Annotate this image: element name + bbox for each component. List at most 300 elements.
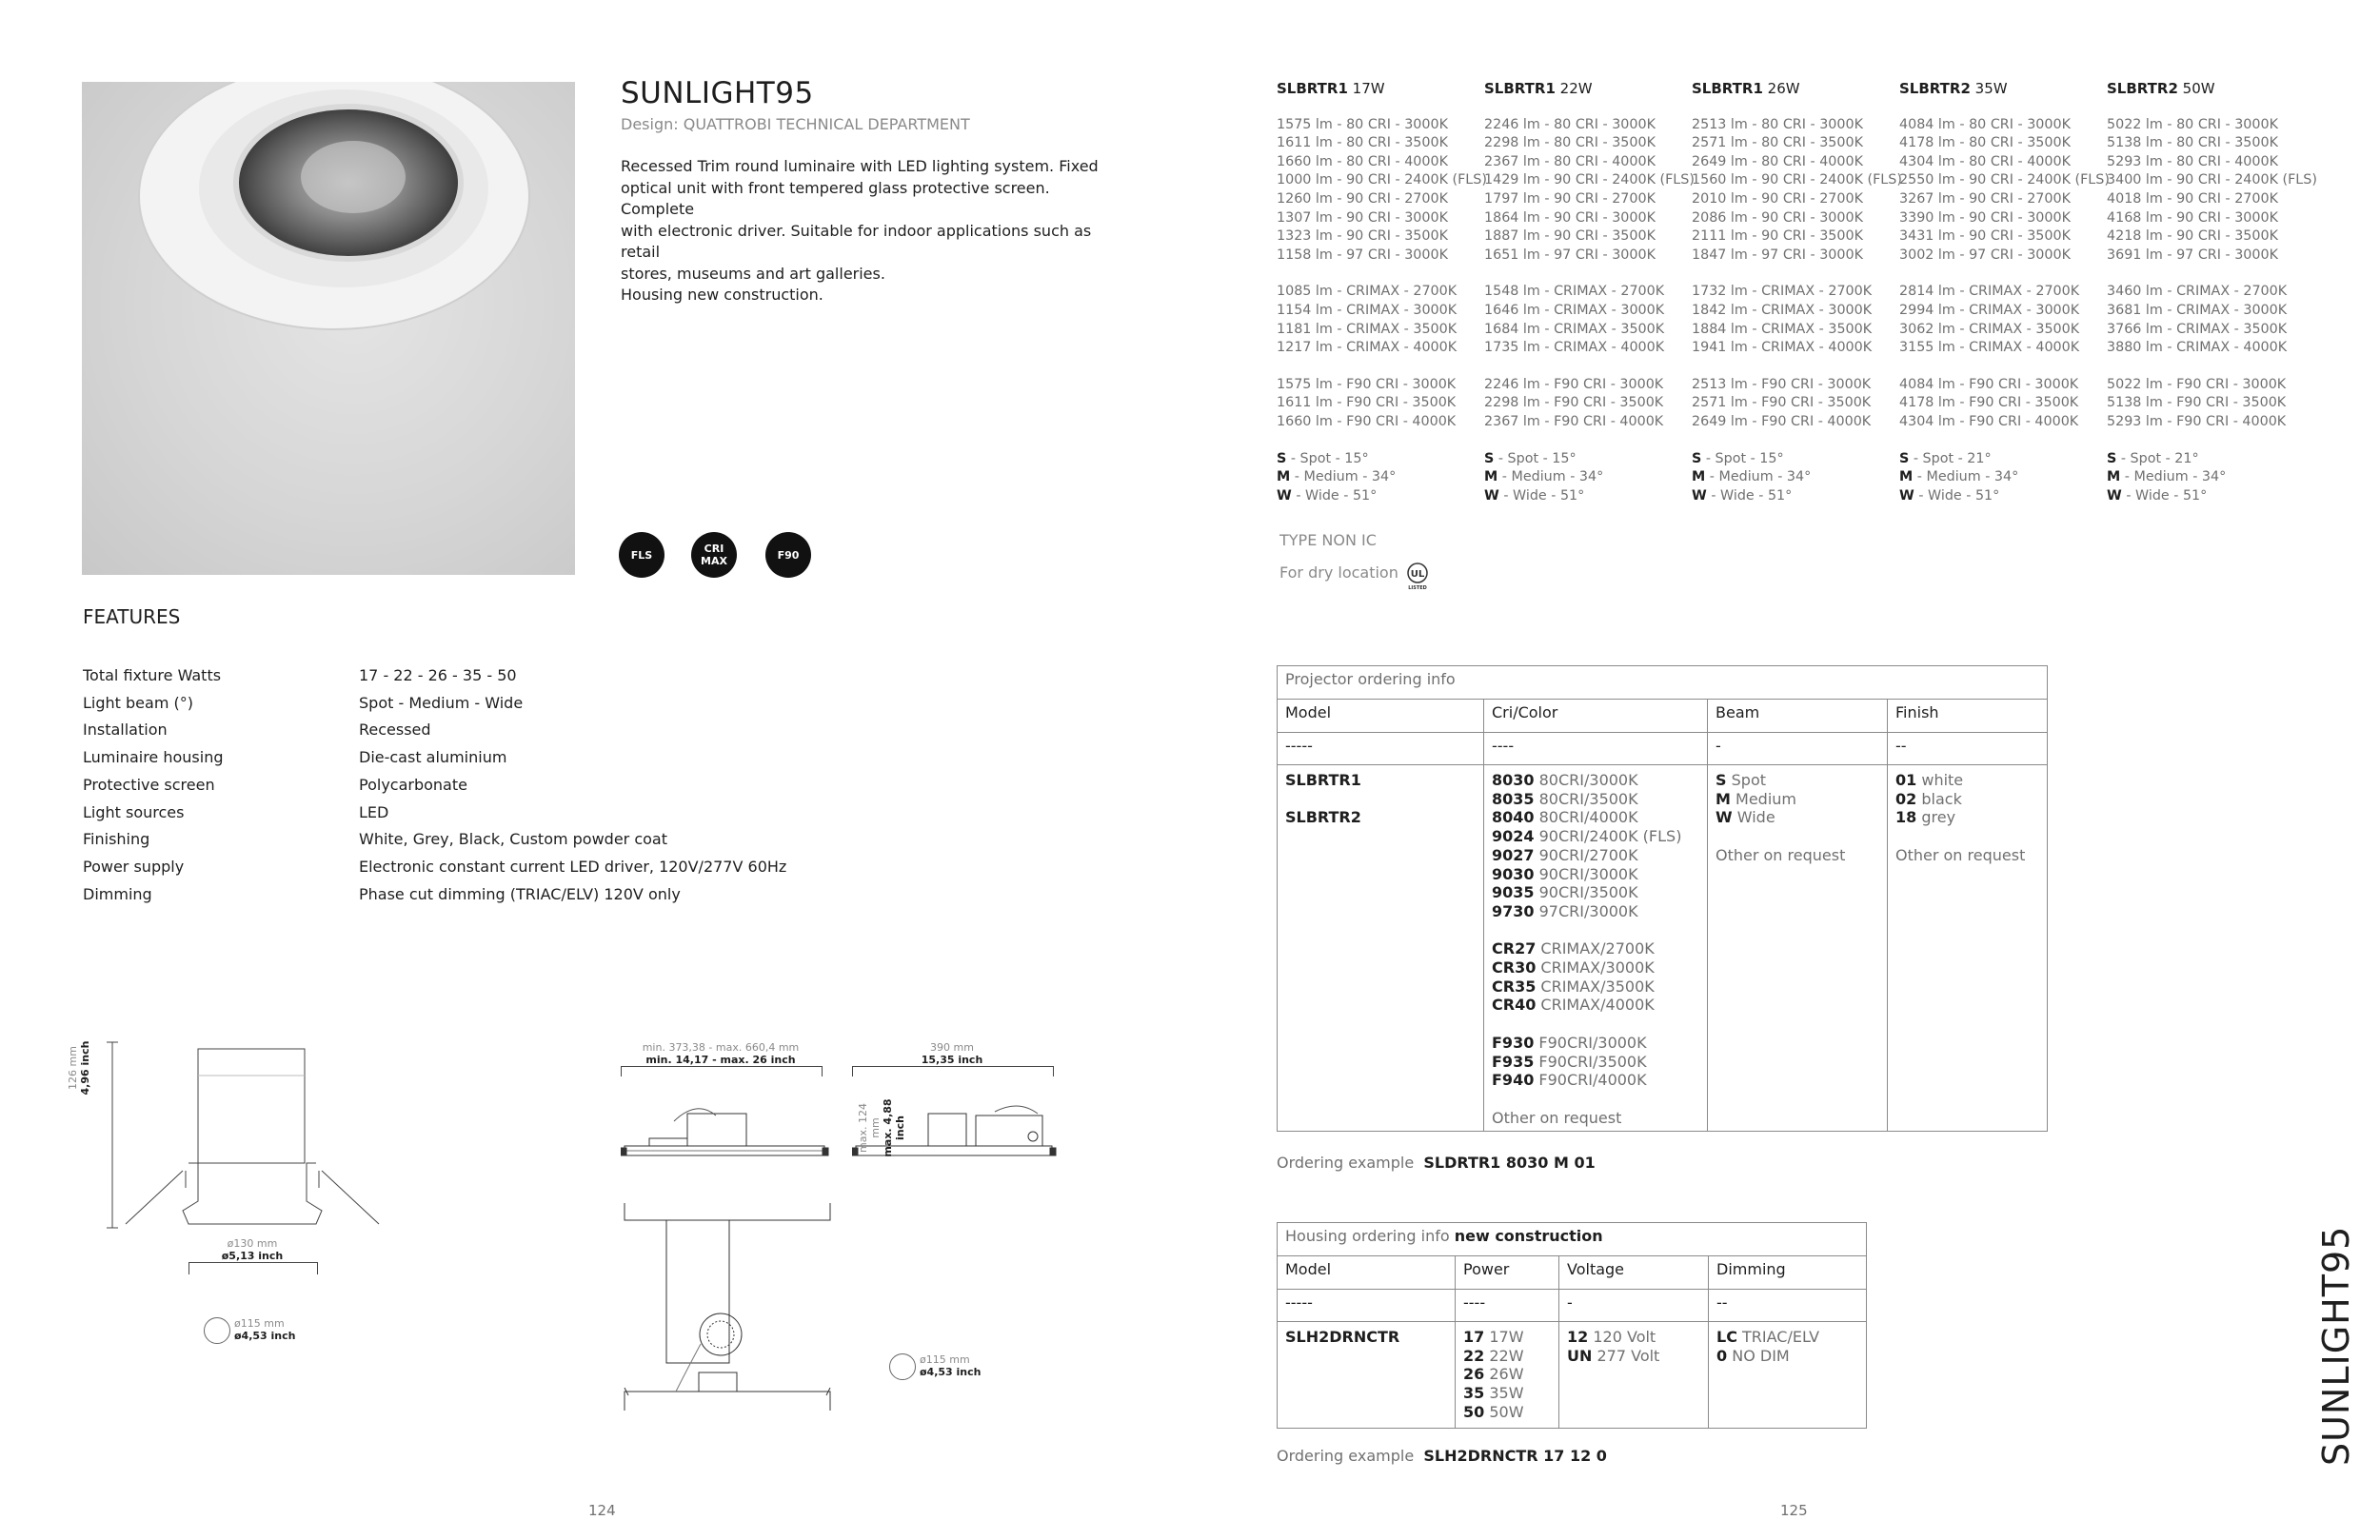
lumen-line: 2367 lm - 80 CRI - 4000K [1484,153,1656,169]
beam-desc: - Medium - 34° [1501,469,1604,485]
beam-desc: - Spot - 21° [1913,450,1992,466]
lumen-line: 4084 lm - F90 CRI - 3000K [1899,376,2079,392]
finish-other-on-request: Other on request [1895,845,2026,864]
lumen-line: 1000 lm - 90 CRI - 2400K (FLS) [1277,172,1487,188]
voltage-cell [1559,1322,1709,1429]
projector-ordering-table [1277,665,2048,1132]
model-heading [1277,80,1484,99]
beam-code: W [1899,487,1914,503]
beam-code: M [1277,469,1291,485]
order-code: CR40 [1492,996,1537,1015]
beam-desc: - Medium - 34° [1916,469,2019,485]
model-column [1277,80,1487,505]
order-code: LC [1716,1328,1737,1346]
order-code-line [1492,846,1699,865]
feature-row [83,689,930,717]
cutout-dimension-label-1 [234,1317,295,1342]
beam-line [1484,468,1692,487]
lumen-line: 2246 lm - F90 CRI - 3000K [1484,376,1664,392]
model-heading [2107,80,2314,99]
order-code-line [1492,977,1699,997]
order-code: 8035 [1492,789,1535,808]
feature-label: Luminaire housing [83,748,224,767]
lumen-line: 1660 lm - F90 CRI - 4000K [1277,413,1457,429]
order-code: 18 [1895,808,1917,827]
diameter-mm: ø130 mm [227,1237,278,1250]
badge-cri-max-label: CRI MAX [701,543,727,567]
order-code-desc: 80CRI/3000K [1538,771,1638,789]
product-description [621,156,1116,306]
beam-other-on-request: Other on request [1716,845,1846,864]
lumen-line: 1732 lm - CRIMAX - 2700K [1692,284,1873,300]
dash-cell: - [1559,1290,1709,1322]
model-cell [1278,765,1484,1132]
lumen-line: 1158 lm - 97 CRI - 3000K [1277,247,1448,263]
feature-label: Total fixture Watts [83,665,222,684]
spacer [1492,1090,1699,1109]
order-code: CR30 [1492,958,1537,977]
order-code-line [1492,1034,1699,1053]
beam-code: S [1692,450,1702,466]
order-code: 0 [1716,1346,1728,1365]
dry-location [1279,557,1433,590]
order-code-line [1895,790,2039,809]
spacer [1492,921,1699,940]
lumen-block [1899,376,2107,432]
beam-list [1484,450,1692,506]
order-code-desc: CRIMAX/3500K [1540,977,1655,996]
svg-text:LISTED: LISTED [1408,585,1427,590]
lumen-block [1899,283,2107,357]
housing-ordering-caption [1278,1223,1867,1256]
feature-value: Phase cut dimming (TRIAC/ELV) 120V only [359,884,681,903]
order-code-desc: 26W [1489,1365,1524,1384]
dash-cell: -- [1709,1290,1867,1322]
lumen-line: 1864 lm - 90 CRI - 3000K [1484,209,1656,226]
lumen-line: 1611 lm - F90 CRI - 3500K [1277,395,1457,411]
beam-line [2107,450,2314,469]
recessed-downlight-illustration [82,82,575,575]
lumen-line: 2010 lm - 90 CRI - 2700K [1692,190,1863,207]
dash-cell: ---- [1484,733,1708,765]
ordering-example-code: SLH2DRNCTR 17 12 0 [1423,1447,1607,1465]
housing-side-view [621,1095,830,1171]
lumen-line: 2814 lm - CRIMAX - 2700K [1899,284,2080,300]
model-wattage: 50W [2182,80,2215,97]
order-code: F940 [1492,1071,1535,1090]
order-code-line [1716,790,1879,809]
order-code-desc: 90CRI/2400K (FLS) [1538,827,1682,846]
order-code-line [1463,1347,1551,1366]
model-column [1899,80,2110,505]
order-code-line [1567,1328,1700,1347]
order-code-desc: CRIMAX/3000K [1540,958,1655,977]
dash-cell: -- [1888,733,2048,765]
feature-label: Light sources [83,802,185,821]
order-code-line [1895,771,2039,790]
badge-f90: F90 [765,532,811,578]
order-code-desc: white [1921,771,1964,789]
model-wattage: 35W [1974,80,2008,97]
ordering-example-code: SLDRTR1 8030 M 01 [1423,1154,1596,1172]
lumen-line: 5138 lm - F90 CRI - 3500K [2107,395,2287,411]
feature-label: Light beam (°) [83,693,193,712]
designer-credit: Design: QUATTROBI TECHNICAL DEPARTMENT [621,115,970,133]
feature-value: LED [359,802,389,821]
feature-value: Electronic constant current LED driver, 120V/277V 60Hz [359,858,787,877]
lumen-block [1277,376,1484,432]
order-code-line [1716,808,1879,827]
model-wattage: 26W [1767,80,1800,97]
model-column [2107,80,2317,505]
lumen-line: 2298 lm - 80 CRI - 3500K [1484,135,1656,151]
beam-code: M [1484,469,1498,485]
feature-row [83,826,930,854]
cutout-mm-1: ø115 mm [234,1317,285,1330]
beam-line [1277,468,1484,487]
lumen-block [1484,376,1692,432]
order-code-desc: 120 Volt [1593,1328,1656,1346]
lumen-line: 4218 lm - 90 CRI - 3500K [2107,228,2278,245]
housing-ordering-table [1277,1222,1867,1429]
lumen-line: 1429 lm - 90 CRI - 2400K (FLS) [1484,172,1695,188]
lumen-line: 2571 lm - 80 CRI - 3500K [1692,135,1863,151]
lumen-line: 4178 lm - F90 CRI - 3500K [1899,395,2079,411]
cutout-inch-2: ø4,53 inch [920,1366,982,1378]
ordering-example-label: Ordering example [1277,1154,1415,1172]
ul-listed-icon [1402,560,1433,590]
order-code: UN [1567,1346,1593,1365]
beam-line [2107,487,2314,506]
model-code: SLBRTR1 [1285,771,1361,789]
beam-line [1899,487,2107,506]
housing-caption-text: Housing ordering info [1285,1227,1450,1245]
housing-plan-view [619,1201,838,1411]
beam-line [1277,487,1484,506]
order-code: 22 [1463,1346,1485,1365]
lumen-line: 1560 lm - 90 CRI - 2400K (FLS) [1692,172,1902,188]
order-code-desc: 80CRI/4000K [1538,808,1638,827]
feature-label: Protective screen [83,775,215,794]
beam-code: W [2107,487,2122,503]
beam-code: S [2107,450,2117,466]
order-code-line [1492,1053,1699,1072]
feature-row [83,799,930,826]
lumen-line: 4018 lm - 90 CRI - 2700K [2107,190,2278,207]
lumen-line: 2246 lm - 80 CRI - 3000K [1484,116,1656,132]
column-header: Cri/Color [1484,700,1708,733]
order-code-desc: 22W [1489,1346,1524,1365]
cutout-symbol-icon [204,1317,230,1344]
order-code-line [1492,902,1699,921]
order-code-desc: 97CRI/3000K [1538,901,1638,920]
order-code: 9027 [1492,845,1535,864]
housing-plan-drawing [619,1201,838,1414]
order-code: CR35 [1492,977,1537,996]
order-code: 8030 [1492,771,1535,789]
beam-line [1899,450,2107,469]
lumen-line: 5293 lm - 80 CRI - 4000K [2107,153,2278,169]
beam-line [1484,450,1692,469]
length-mm: min. 373,38 - max. 660,4 mm [642,1041,800,1054]
feature-row [83,743,930,771]
lumen-line: 1085 lm - CRIMAX - 2700K [1277,284,1458,300]
model-code: SLBRTR2 [1285,808,1361,827]
beam-desc: - Wide - 51° [1918,487,2000,503]
max-height-mm: max. 124 mm [857,1103,882,1153]
lumen-line: 4178 lm - 80 CRI - 3500K [1899,135,2071,151]
product-photo [82,82,575,575]
lumen-line: 1842 lm - CRIMAX - 3000K [1692,302,1873,318]
lumen-line: 1651 lm - 97 CRI - 3000K [1484,247,1656,263]
lumen-line: 1154 lm - CRIMAX - 3000K [1277,302,1458,318]
housing-model-code: SLH2DRNCTR [1285,1328,1400,1346]
order-code-line [1492,996,1699,1015]
model-column [1692,80,1902,505]
features-title: FEATURES [83,605,181,628]
height-inch: 4,96 inch [79,1040,91,1096]
housing-model-cell [1278,1322,1456,1429]
feature-value: Die-cast aluminium [359,748,507,767]
beam-code: S [1899,450,1910,466]
lumen-line: 1660 lm - 80 CRI - 4000K [1277,153,1448,169]
order-code: M [1716,789,1731,808]
diameter-inch: ø5,13 inch [221,1250,284,1262]
cri-color-cell [1484,765,1708,1132]
lumen-line: 1575 lm - 80 CRI - 3000K [1277,116,1448,132]
beam-list [1692,450,1899,506]
column-header: Voltage [1559,1256,1709,1290]
spacer [1716,827,1879,846]
spacer [1492,1015,1699,1034]
beam-code: W [1277,487,1292,503]
lumen-line: 2571 lm - F90 CRI - 3500K [1692,395,1872,411]
order-code: F930 [1492,1033,1535,1052]
feature-row [83,853,930,880]
order-code-desc: 277 Volt [1597,1346,1660,1365]
lumen-line: 2649 lm - 80 CRI - 4000K [1692,153,1863,169]
length-dimension-label [621,1041,821,1066]
lumen-line: 1548 lm - CRIMAX - 2700K [1484,284,1665,300]
feature-value: White, Grey, Black, Custom powder coat [359,830,668,849]
lumen-line: 4304 lm - 80 CRI - 4000K [1899,153,2071,169]
lumen-line: 3766 lm - CRIMAX - 3500K [2107,321,2288,337]
feature-row [83,771,930,799]
order-code-desc: 90CRI/2700K [1538,845,1638,864]
beam-desc: - Medium - 34° [1294,469,1397,485]
width-mm: 390 mm [930,1041,974,1054]
svg-text:UL: UL [1410,569,1425,580]
feature-value: 17 - 22 - 26 - 35 - 50 [359,665,517,684]
lumen-line: 1260 lm - 90 CRI - 2700K [1277,190,1448,207]
beam-line [1484,487,1692,506]
length-dimension-line [621,1066,823,1076]
lumen-line: 2513 lm - 80 CRI - 3000K [1692,116,1863,132]
lumen-line: 1611 lm - 80 CRI - 3500K [1277,135,1448,151]
width-inch: 15,35 inch [921,1054,983,1066]
cutout-inch-1: ø4,53 inch [234,1330,296,1342]
trim-side-drawing [76,1037,400,1251]
model-heading [1484,80,1692,99]
order-code-line [1463,1403,1551,1422]
lumen-line: 5138 lm - 80 CRI - 3500K [2107,135,2278,151]
ordering-example-label: Ordering example [1277,1447,1415,1465]
lumen-block [1277,283,1484,357]
order-code-desc: grey [1921,808,1956,827]
beam-line [1692,468,1899,487]
lumen-line: 1307 lm - 90 CRI - 3000K [1277,209,1448,226]
order-code-desc: F90CRI/3000K [1538,1033,1647,1052]
beam-list [1899,450,2107,506]
order-code: 35 [1463,1384,1485,1403]
order-code-line [1463,1365,1551,1384]
order-code-line [1716,1328,1858,1347]
lumen-line: 5293 lm - F90 CRI - 4000K [2107,413,2287,429]
dash-cell: ---- [1456,1290,1559,1322]
order-code: 9730 [1492,901,1535,920]
model-wattage: 22W [1559,80,1593,97]
order-code-desc: TRIAC/ELV [1742,1328,1820,1346]
diameter-dimension-line [188,1262,318,1274]
beam-code: S [1277,450,1287,466]
lumen-line: 3390 lm - 90 CRI - 3000K [1899,209,2071,226]
lumen-line: 1181 lm - CRIMAX - 3500K [1277,321,1458,337]
housing-caption-bold: new construction [1454,1227,1603,1245]
side-title: SUNLIGHT95 [2315,1225,2357,1466]
model-column [1484,80,1695,505]
order-code: 01 [1895,771,1917,789]
order-code: 9030 [1492,864,1535,883]
dimming-cell [1709,1322,1867,1429]
feature-label: Finishing [83,830,150,849]
lumen-line: 2550 lm - 90 CRI - 2400K (FLS) [1899,172,2110,188]
lumen-line: 3267 lm - 90 CRI - 2700K [1899,190,2071,207]
lumen-line: 5022 lm - 80 CRI - 3000K [2107,116,2278,132]
lumen-line: 4084 lm - 80 CRI - 3000K [1899,116,2071,132]
beam-line [1692,450,1899,469]
lumen-line: 3460 lm - CRIMAX - 2700K [2107,284,2288,300]
description-line: Housing new construction. [621,286,823,304]
lumen-line: 2111 lm - 90 CRI - 3500K [1692,228,1863,245]
lumen-line: 2367 lm - F90 CRI - 4000K [1484,413,1664,429]
beam-desc: - Medium - 34° [1709,469,1812,485]
beam-list [2107,450,2314,506]
order-code-desc: Spot [1731,771,1766,789]
lumen-block [1277,116,1487,266]
lumen-block [1692,116,1902,266]
order-code-desc: 80CRI/3500K [1538,789,1638,808]
lumen-block [2107,283,2314,357]
order-code: 9035 [1492,883,1535,902]
order-code-line [1492,771,1699,790]
projector-ordering-example [1277,1154,1596,1172]
column-header: Beam [1708,700,1888,733]
height-mm: 126 mm [67,1046,79,1090]
order-code: 50 [1463,1402,1485,1421]
order-code: F935 [1492,1052,1535,1071]
order-code: W [1716,808,1733,827]
beam-cell [1708,765,1888,1132]
spacer [1895,827,2039,846]
model-name: SLBRTR1 [1692,80,1763,97]
feature-row [83,880,930,908]
order-code-desc: Wide [1736,808,1775,827]
product-title: SUNLIGHT95 [621,76,814,110]
beam-code: M [1692,469,1706,485]
order-code-desc: 90CRI/3500K [1538,883,1638,902]
lumen-line: 2994 lm - CRIMAX - 3000K [1899,302,2080,318]
description-line: optical unit with front tempered glass protective screen. Complete [621,178,1050,218]
beam-desc: - Medium - 34° [2124,469,2227,485]
lumen-line: 3155 lm - CRIMAX - 4000K [1899,340,2080,356]
cutout-mm-2: ø115 mm [920,1353,970,1366]
order-code-line [1895,808,2039,827]
beam-desc: - Spot - 21° [2120,450,2199,466]
lumen-block [2107,116,2317,266]
order-code: 26 [1463,1365,1485,1384]
beam-desc: - Wide - 51° [1503,487,1585,503]
order-code: CR27 [1492,939,1537,958]
order-code: 9024 [1492,827,1535,846]
beam-code: W [1692,487,1707,503]
model-name: SLBRTR2 [1899,80,1971,97]
page-number-left: 124 [588,1502,616,1519]
order-code-line [1492,1071,1699,1090]
beam-line [1277,450,1484,469]
lumen-line: 2086 lm - 90 CRI - 3000K [1692,209,1863,226]
order-code-line [1492,790,1699,809]
feature-label: Installation [83,721,168,740]
column-header: Model [1278,700,1484,733]
lumen-block [2107,376,2314,432]
cutout-symbol-icon [889,1353,916,1380]
max-height-inch: max. 4,88 inch [882,1098,906,1157]
diameter-dimension-label [205,1237,300,1262]
order-code-line [1492,865,1699,884]
order-code-line [1492,958,1699,977]
feature-row [83,661,930,689]
feature-value: Polycarbonate [359,775,467,794]
order-code-line [1716,771,1879,790]
lumen-line: 1575 lm - F90 CRI - 3000K [1277,376,1457,392]
order-code-line [1492,827,1699,846]
lumen-block [1484,283,1692,357]
beam-desc: - Wide - 51° [1711,487,1793,503]
order-code-line [1716,1347,1858,1366]
order-code: 02 [1895,789,1917,808]
lumen-line: 3431 lm - 90 CRI - 3500K [1899,228,2071,245]
lumen-line: 4168 lm - 90 CRI - 3000K [2107,209,2278,226]
lumen-block [1692,283,1899,357]
lumen-line: 2649 lm - F90 CRI - 4000K [1692,413,1872,429]
max-height-dimension-label [857,1095,906,1161]
lumen-line: 1797 lm - 90 CRI - 2700K [1484,190,1656,207]
beam-code: S [1484,450,1495,466]
model-heading [1899,80,2107,99]
width-dimension-line [852,1066,1054,1076]
beam-desc: - Wide - 51° [2126,487,2208,503]
beam-line [1692,487,1899,506]
type-non-ic: TYPE NON IC [1279,531,1377,549]
finish-cell [1888,765,2048,1132]
housing-side-drawing [621,1095,830,1175]
lumen-line: 5022 lm - F90 CRI - 3000K [2107,376,2287,392]
badge-cri-max [691,532,737,578]
order-code-line [1463,1328,1551,1347]
badge-fls: FLS [619,532,664,578]
dry-location-text: For dry location [1279,563,1398,582]
order-code-desc: 35W [1489,1384,1524,1403]
